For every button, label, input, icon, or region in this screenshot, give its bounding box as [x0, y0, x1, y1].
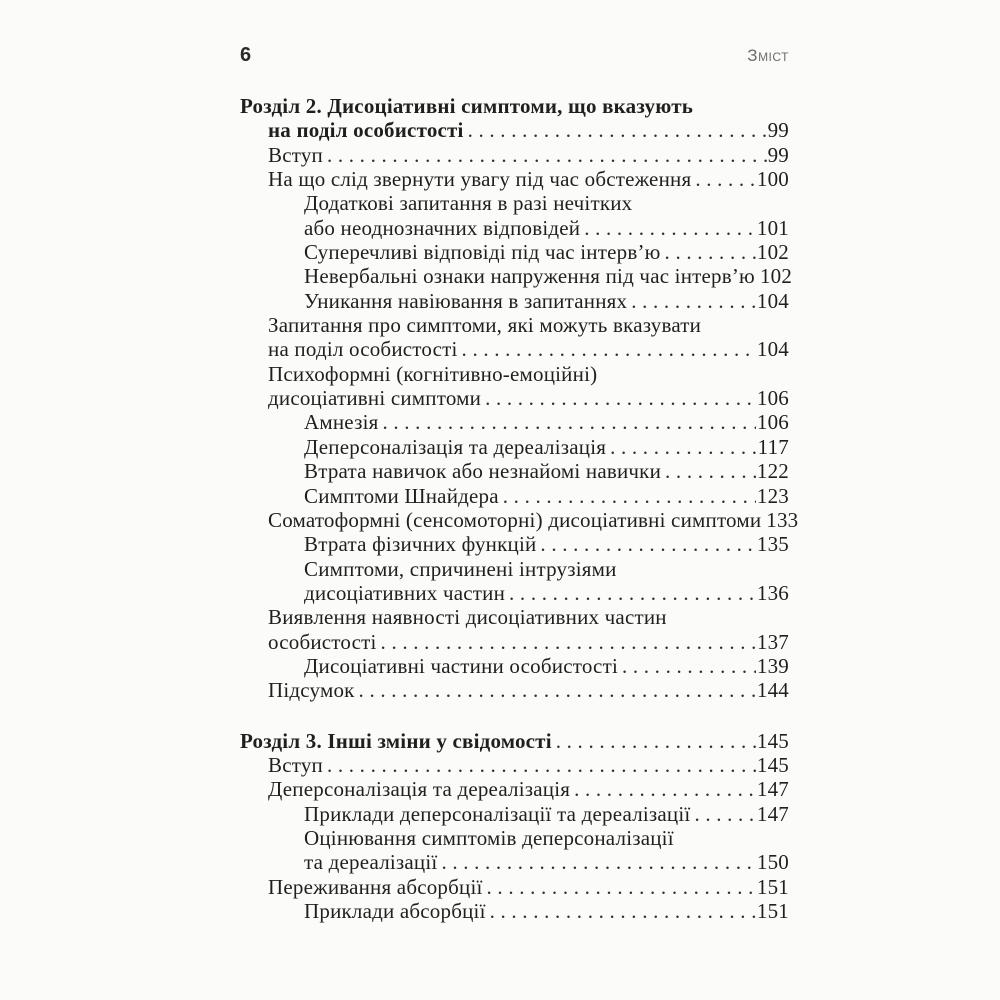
toc-entry-line — [240, 654, 789, 678]
entry-page-number: 145 — [756, 752, 789, 777]
entry-page-number: 151 — [756, 874, 789, 899]
toc-entry-line — [240, 605, 789, 629]
toc-entry-line — [240, 240, 789, 264]
toc-entry-line — [240, 678, 789, 702]
toc-entry-line — [240, 191, 789, 215]
toc-entry-line — [240, 557, 789, 581]
entry-page-number: 99 — [767, 142, 789, 167]
toc-entry-line — [240, 386, 789, 410]
toc-entry-line — [240, 777, 789, 801]
dot-leader — [381, 630, 756, 654]
entry-page-number: 102 — [759, 264, 793, 289]
entry-page-number: 101 — [756, 215, 789, 240]
toc-entry-line — [240, 630, 789, 654]
entry-text: Уникання навіювання в запитаннях — [304, 288, 628, 313]
dot-leader — [503, 484, 756, 508]
entry-text: Суперечливі відповіді під час інтерв’ю — [304, 240, 661, 265]
entry-page-number: 104 — [756, 337, 789, 362]
toc-entry-line — [240, 216, 789, 240]
toc-chapter-line — [240, 118, 789, 142]
toc-entry-line — [240, 875, 789, 899]
entry-text: Соматоформні (сенсомоторні) дисоціативні симптоми — [268, 507, 762, 532]
entry-text: Деперсоналізація та дереалізація — [268, 777, 571, 802]
toc-entry-line — [240, 337, 789, 361]
toc-entry-line — [240, 264, 793, 289]
entry-text: Розділ 2. Дисоціативні симптоми, що вказують — [240, 94, 694, 118]
dot-leader — [327, 143, 767, 167]
entry-text: та дереалізації — [304, 850, 438, 875]
entry-text: Запитання про симптоми, які можуть вказувати — [268, 313, 702, 338]
toc-entry-line — [240, 362, 789, 386]
dot-leader — [665, 459, 756, 483]
dot-leader — [485, 386, 756, 410]
dot-leader — [490, 899, 756, 923]
dot-leader — [468, 118, 767, 142]
toc-entry-line — [240, 826, 789, 850]
toc-entry-line — [240, 459, 789, 483]
entry-text: Переживання абсорбції — [268, 874, 483, 899]
entry-text: особистості — [268, 629, 377, 654]
toc-chapter-line — [240, 94, 789, 118]
dot-leader — [462, 337, 756, 361]
dot-leader — [540, 532, 755, 556]
dot-leader — [556, 729, 756, 753]
toc-entry-line — [240, 581, 789, 605]
entry-page-number: 102 — [756, 240, 789, 265]
toc-section — [240, 94, 799, 703]
toc-entry-line — [240, 410, 789, 434]
toc-entry-line — [240, 289, 789, 313]
entry-text: Амнезія — [304, 410, 379, 435]
running-header-title: Зміст — [747, 46, 789, 65]
toc-section — [240, 729, 789, 924]
dot-leader — [610, 435, 757, 459]
entry-text: дисоціативних частин — [304, 580, 506, 605]
toc-entry-line — [240, 899, 789, 923]
dot-leader — [487, 875, 756, 899]
entry-page-number: 106 — [756, 410, 789, 435]
entry-page-number: 144 — [756, 678, 789, 703]
entry-page-number: 139 — [756, 653, 789, 678]
entry-page-number: 100 — [756, 167, 789, 192]
entry-text: Втрата навичок або незнайомі навички — [304, 459, 662, 484]
toc-entry-line — [240, 143, 789, 167]
toc-entry-line — [240, 753, 789, 777]
table-of-contents — [240, 94, 799, 923]
dot-leader — [695, 167, 756, 191]
dot-leader — [631, 289, 756, 313]
entry-text: Додаткові запитання в разі нечітких — [304, 191, 633, 216]
toc-entry-line — [240, 167, 789, 191]
toc-entry-line — [240, 532, 789, 556]
entry-page-number: 145 — [756, 728, 789, 753]
toc-entry-line — [240, 850, 789, 874]
entry-page-number: 137 — [756, 629, 789, 654]
entry-text: Виявлення наявності дисоціативних частин — [268, 605, 667, 630]
entry-text: Симптоми, спричинені інтрузіями — [304, 556, 617, 581]
entry-page-number: 135 — [756, 532, 789, 557]
entry-text: Підсумок — [268, 678, 355, 703]
dot-leader — [441, 850, 755, 874]
entry-page-number: 147 — [756, 801, 789, 826]
entry-text: Втрата фізичних функцій — [304, 532, 537, 557]
entry-text: Приклади деперсоналізації та дереалізації — [304, 801, 691, 826]
entry-page-number: 99 — [767, 118, 789, 143]
entry-text: на поділ особистості — [268, 118, 464, 143]
dot-leader — [574, 777, 756, 801]
entry-page-number: 150 — [756, 850, 789, 875]
entry-page-number: 133 — [766, 507, 799, 532]
entry-page-number: 136 — [756, 580, 789, 605]
entry-text: Вступ — [268, 142, 323, 167]
entry-page-number: 104 — [756, 288, 789, 313]
entry-page-number: 147 — [756, 777, 789, 802]
entry-text: дисоціативні симптоми — [268, 386, 482, 411]
entry-text: на поділ особистості — [268, 337, 458, 362]
dot-leader — [382, 410, 755, 434]
dot-leader — [694, 802, 755, 826]
entry-page-number: 122 — [756, 459, 789, 484]
entry-text: Невербальні ознаки напруження під час інтерв’ю — [304, 264, 755, 289]
entry-page-number: 151 — [756, 899, 789, 923]
entry-text: Психоформні (когнітивно-емоційні) — [268, 361, 598, 386]
running-head — [240, 44, 789, 67]
toc-entry-line — [240, 802, 789, 826]
folio-page-number: 6 — [240, 44, 252, 66]
entry-page-number: 123 — [756, 483, 789, 508]
toc-entry-line — [240, 313, 789, 337]
dot-leader — [359, 678, 756, 702]
entry-text: Симптоми Шнайдера — [304, 483, 499, 508]
dot-leader — [622, 654, 756, 678]
entry-page-number: 117 — [757, 434, 789, 459]
dot-leader — [584, 216, 756, 240]
toc-entry-line — [240, 484, 789, 508]
dot-leader — [327, 753, 756, 777]
entry-text: Розділ 3. Інші зміни у свідомості — [240, 728, 552, 753]
toc-chapter-line — [240, 729, 789, 753]
entry-text: Приклади абсорбції — [304, 899, 486, 923]
dot-leader — [509, 581, 756, 605]
dot-leader — [665, 240, 756, 264]
entry-text: Деперсоналізація та дереалізація — [304, 434, 607, 459]
entry-text: Дисоціативні частини особистості — [304, 653, 618, 678]
entry-text: або неоднозначних відповідей — [304, 215, 581, 240]
toc-entry-line — [240, 507, 799, 532]
entry-page-number: 106 — [756, 386, 789, 411]
toc-entry-line — [240, 435, 789, 459]
entry-text: На що слід звернути увагу під час обстеження — [268, 167, 692, 192]
entry-text: Оцінювання симптомів деперсоналізації — [304, 825, 674, 850]
entry-text: Вступ — [268, 752, 323, 777]
